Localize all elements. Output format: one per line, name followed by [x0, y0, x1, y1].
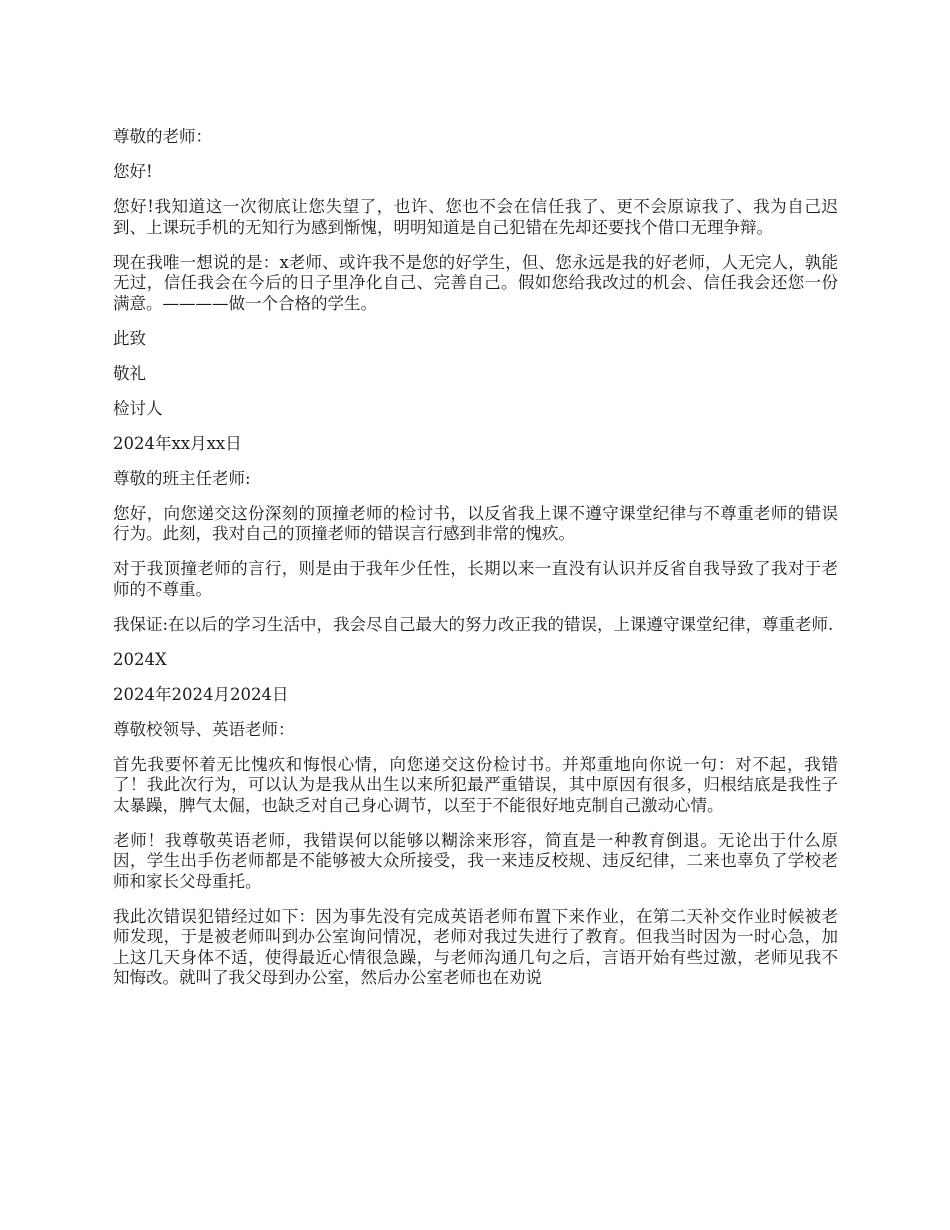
- body-paragraph: 我保证:在以后的学习生活中，我会尽自己最大的努力改正我的错误，上课遵守课堂纪律，尊重老师.: [113, 614, 834, 634]
- body-paragraph: 您好!我知道这一次彻底让您失望了，也许、您也不会在信任我了、更不会原谅我了、我为自己迟到、上课玩手机的无知行为感到惭愧，明明知道是自己犯错在先却还要找个借口无理争辩。: [113, 197, 838, 237]
- greeting-1: 您好!: [113, 162, 153, 181]
- document-body: [113, 127, 838, 1003]
- salutation-3: 尊敬校领导、英语老师：: [113, 719, 295, 739]
- body-paragraph: 现在我唯一想说的是：x老师、或许我不是您的好学生，但、您永远是我的好老师，人无完人，孰能无过，信任我会在今后的日子里净化自己、完善自己。假如您给我改过的机会、信任我会还您一份满意。————做一个合格的学生。: [113, 252, 838, 313]
- body-paragraph: 我此次错误犯错经过如下：因为事先没有完成英语老师布置下来作业，在第二天补交作业时候被老师发现，于是被老师叫到办公室询问情况，老师对我过失进行了教育。但我当时因为一时心急，加上这几天身体不适，使得最近心情很急躁，与老师沟通几句之后，言语开始有些过激，老师见我不知悔改。就叫了我父母到办公室，然后办公室老师也在劝说: [113, 906, 838, 987]
- closing-line: 此致: [113, 328, 146, 348]
- salutation-2: 尊敬的班主任老师:: [113, 468, 251, 488]
- year-line: 2024X: [113, 649, 167, 669]
- body-paragraph: 对于我顶撞老师的言行，则是由于我年少任性，长期以来一直没有认识并反省自我导致了我对于老师的不尊重。: [113, 559, 838, 599]
- signature-label: 检讨人: [113, 398, 163, 418]
- body-paragraph: 您好，向您递交这份深刻的顶撞老师的检讨书，以反省我上课不遵守课堂纪律与不尊重老师的错误行为。此刻，我对自己的顶撞老师的错误言行感到非常的愧疚。: [113, 503, 838, 543]
- salutation-1: 尊敬的老师：: [113, 127, 212, 146]
- date-line: 2024年2024月2024日: [113, 684, 289, 704]
- body-paragraph: 首先我要怀着无比愧疚和悔恨心情，向您递交这份检讨书。并郑重地向你说一句：对不起，我错了！我此次行为，可以认为是我从出生以来所犯最严重错误，其中原因有很多，归根结底是我性子太暴躁，脾气太倔，也缺乏对自己身心调节，以至于不能很好地克制自己激动心情。: [113, 754, 838, 815]
- date-line: 2024年xx月xx日: [113, 433, 242, 453]
- body-paragraph: 老师！我尊敬英语老师，我错误何以能够以糊涂来形容，简直是一种教育倒退。无论出于什么原因，学生出手伤老师都是不能够被大众所接受，我一来违反校规、违反纪律，二来也辜负了学校老师和家长父母重托。: [113, 830, 838, 891]
- closing-line: 敬礼: [113, 363, 146, 383]
